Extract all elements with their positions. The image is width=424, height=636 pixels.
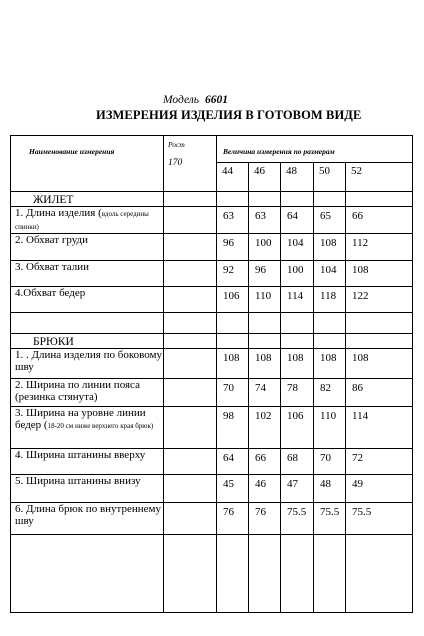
- row-label: 3. Обхват талии: [11, 261, 164, 287]
- value-cell: 100: [281, 261, 314, 287]
- model-number: 6601: [205, 94, 229, 106]
- value-cell: 78: [281, 379, 314, 407]
- value-cell: 106: [217, 287, 249, 313]
- value-cell: 96: [217, 234, 249, 261]
- value-cell: 112: [346, 234, 413, 261]
- value-cell: 98: [217, 407, 249, 449]
- size-cell: 48: [281, 163, 314, 192]
- value-cell: 108: [346, 349, 413, 379]
- empty-row: [11, 535, 413, 613]
- measurements-table: [10, 135, 413, 613]
- value-cell: 100: [249, 234, 281, 261]
- table-row: [11, 475, 413, 503]
- section-title: БРЮКИ: [11, 334, 164, 349]
- size-cell: 50: [314, 163, 346, 192]
- table-header-row: [11, 136, 413, 163]
- value-cell: 66: [346, 207, 413, 234]
- header-rost-cell: [164, 136, 217, 192]
- table-row: [11, 449, 413, 475]
- value-cell: 114: [346, 407, 413, 449]
- value-cell: 75.5: [346, 503, 413, 535]
- table-row: [11, 379, 413, 407]
- table-row: [11, 349, 413, 379]
- section-row: [11, 334, 413, 349]
- value-cell: 108: [249, 349, 281, 379]
- value-cell: 48: [314, 475, 346, 503]
- value-cell: 70: [217, 379, 249, 407]
- table-row: [11, 207, 413, 234]
- value-cell: 108: [314, 349, 346, 379]
- value-cell: 47: [281, 475, 314, 503]
- value-cell: 70: [314, 449, 346, 475]
- size-cell: 46: [249, 163, 281, 192]
- value-cell: 45: [217, 475, 249, 503]
- value-cell: 76: [217, 503, 249, 535]
- value-cell: 118: [314, 287, 346, 313]
- value-cell: 74: [249, 379, 281, 407]
- section-title: ЖИЛЕТ: [11, 192, 164, 207]
- value-cell: 82: [314, 379, 346, 407]
- row-label: 2. Ширина по линии пояса (резинка стянута): [11, 379, 164, 407]
- value-cell: 108: [217, 349, 249, 379]
- value-cell: 65: [314, 207, 346, 234]
- table-row: [11, 503, 413, 535]
- value-cell: 76: [249, 503, 281, 535]
- header-name-cell: Наименование измерения: [11, 136, 164, 192]
- value-cell: 63: [249, 207, 281, 234]
- value-cell: 106: [281, 407, 314, 449]
- row-label: 1. Длина изделия (вдоль середины спинки): [11, 207, 164, 234]
- value-cell: 122: [346, 287, 413, 313]
- model-heading: [163, 94, 228, 106]
- rost-value: 170: [168, 158, 183, 168]
- value-cell: 66: [249, 449, 281, 475]
- row-label: 5. Ширина штанины внизу: [11, 475, 164, 503]
- value-cell: 92: [217, 261, 249, 287]
- value-cell: 96: [249, 261, 281, 287]
- row-label: 2. Обхват груди: [11, 234, 164, 261]
- value-cell: 64: [217, 449, 249, 475]
- row-label: 4.Обхват бедер: [11, 287, 164, 313]
- row-label: 3. Ширина на уровне линии бедер (18-20 см ниже верхнего края брюк): [11, 407, 164, 449]
- value-cell: 68: [281, 449, 314, 475]
- value-cell: 75.5: [281, 503, 314, 535]
- value-cell: 86: [346, 379, 413, 407]
- table-row: [11, 261, 413, 287]
- size-cell: 44: [217, 163, 249, 192]
- value-cell: 104: [314, 261, 346, 287]
- value-cell: 110: [249, 287, 281, 313]
- row-label: 6. Длина брюк по внутреннему шву: [11, 503, 164, 535]
- value-cell: 64: [281, 207, 314, 234]
- table-row: [11, 234, 413, 261]
- model-label: Модель: [163, 94, 200, 106]
- row-label: 1. . Длина изделия по боковому шву: [11, 349, 164, 379]
- value-cell: 46: [249, 475, 281, 503]
- value-cell: 63: [217, 207, 249, 234]
- header-measure-cell: Величина измерения по размерам: [217, 136, 413, 163]
- row-label: 4. Ширина штанины вверху: [11, 449, 164, 475]
- rost-label: Рост: [168, 140, 185, 149]
- value-cell: 110: [314, 407, 346, 449]
- empty-row: [11, 313, 413, 334]
- page-title: ИЗМЕРЕНИЯ ИЗДЕЛИЯ В ГОТОВОМ ВИДЕ: [96, 108, 362, 122]
- value-cell: 104: [281, 234, 314, 261]
- size-cell: 52: [346, 163, 413, 192]
- table-row: [11, 287, 413, 313]
- value-cell: 102: [249, 407, 281, 449]
- value-cell: 108: [314, 234, 346, 261]
- value-cell: 49: [346, 475, 413, 503]
- section-row: [11, 192, 413, 207]
- value-cell: 75.5: [314, 503, 346, 535]
- value-cell: 108: [346, 261, 413, 287]
- value-cell: 72: [346, 449, 413, 475]
- value-cell: 108: [281, 349, 314, 379]
- value-cell: 114: [281, 287, 314, 313]
- table-row: [11, 407, 413, 449]
